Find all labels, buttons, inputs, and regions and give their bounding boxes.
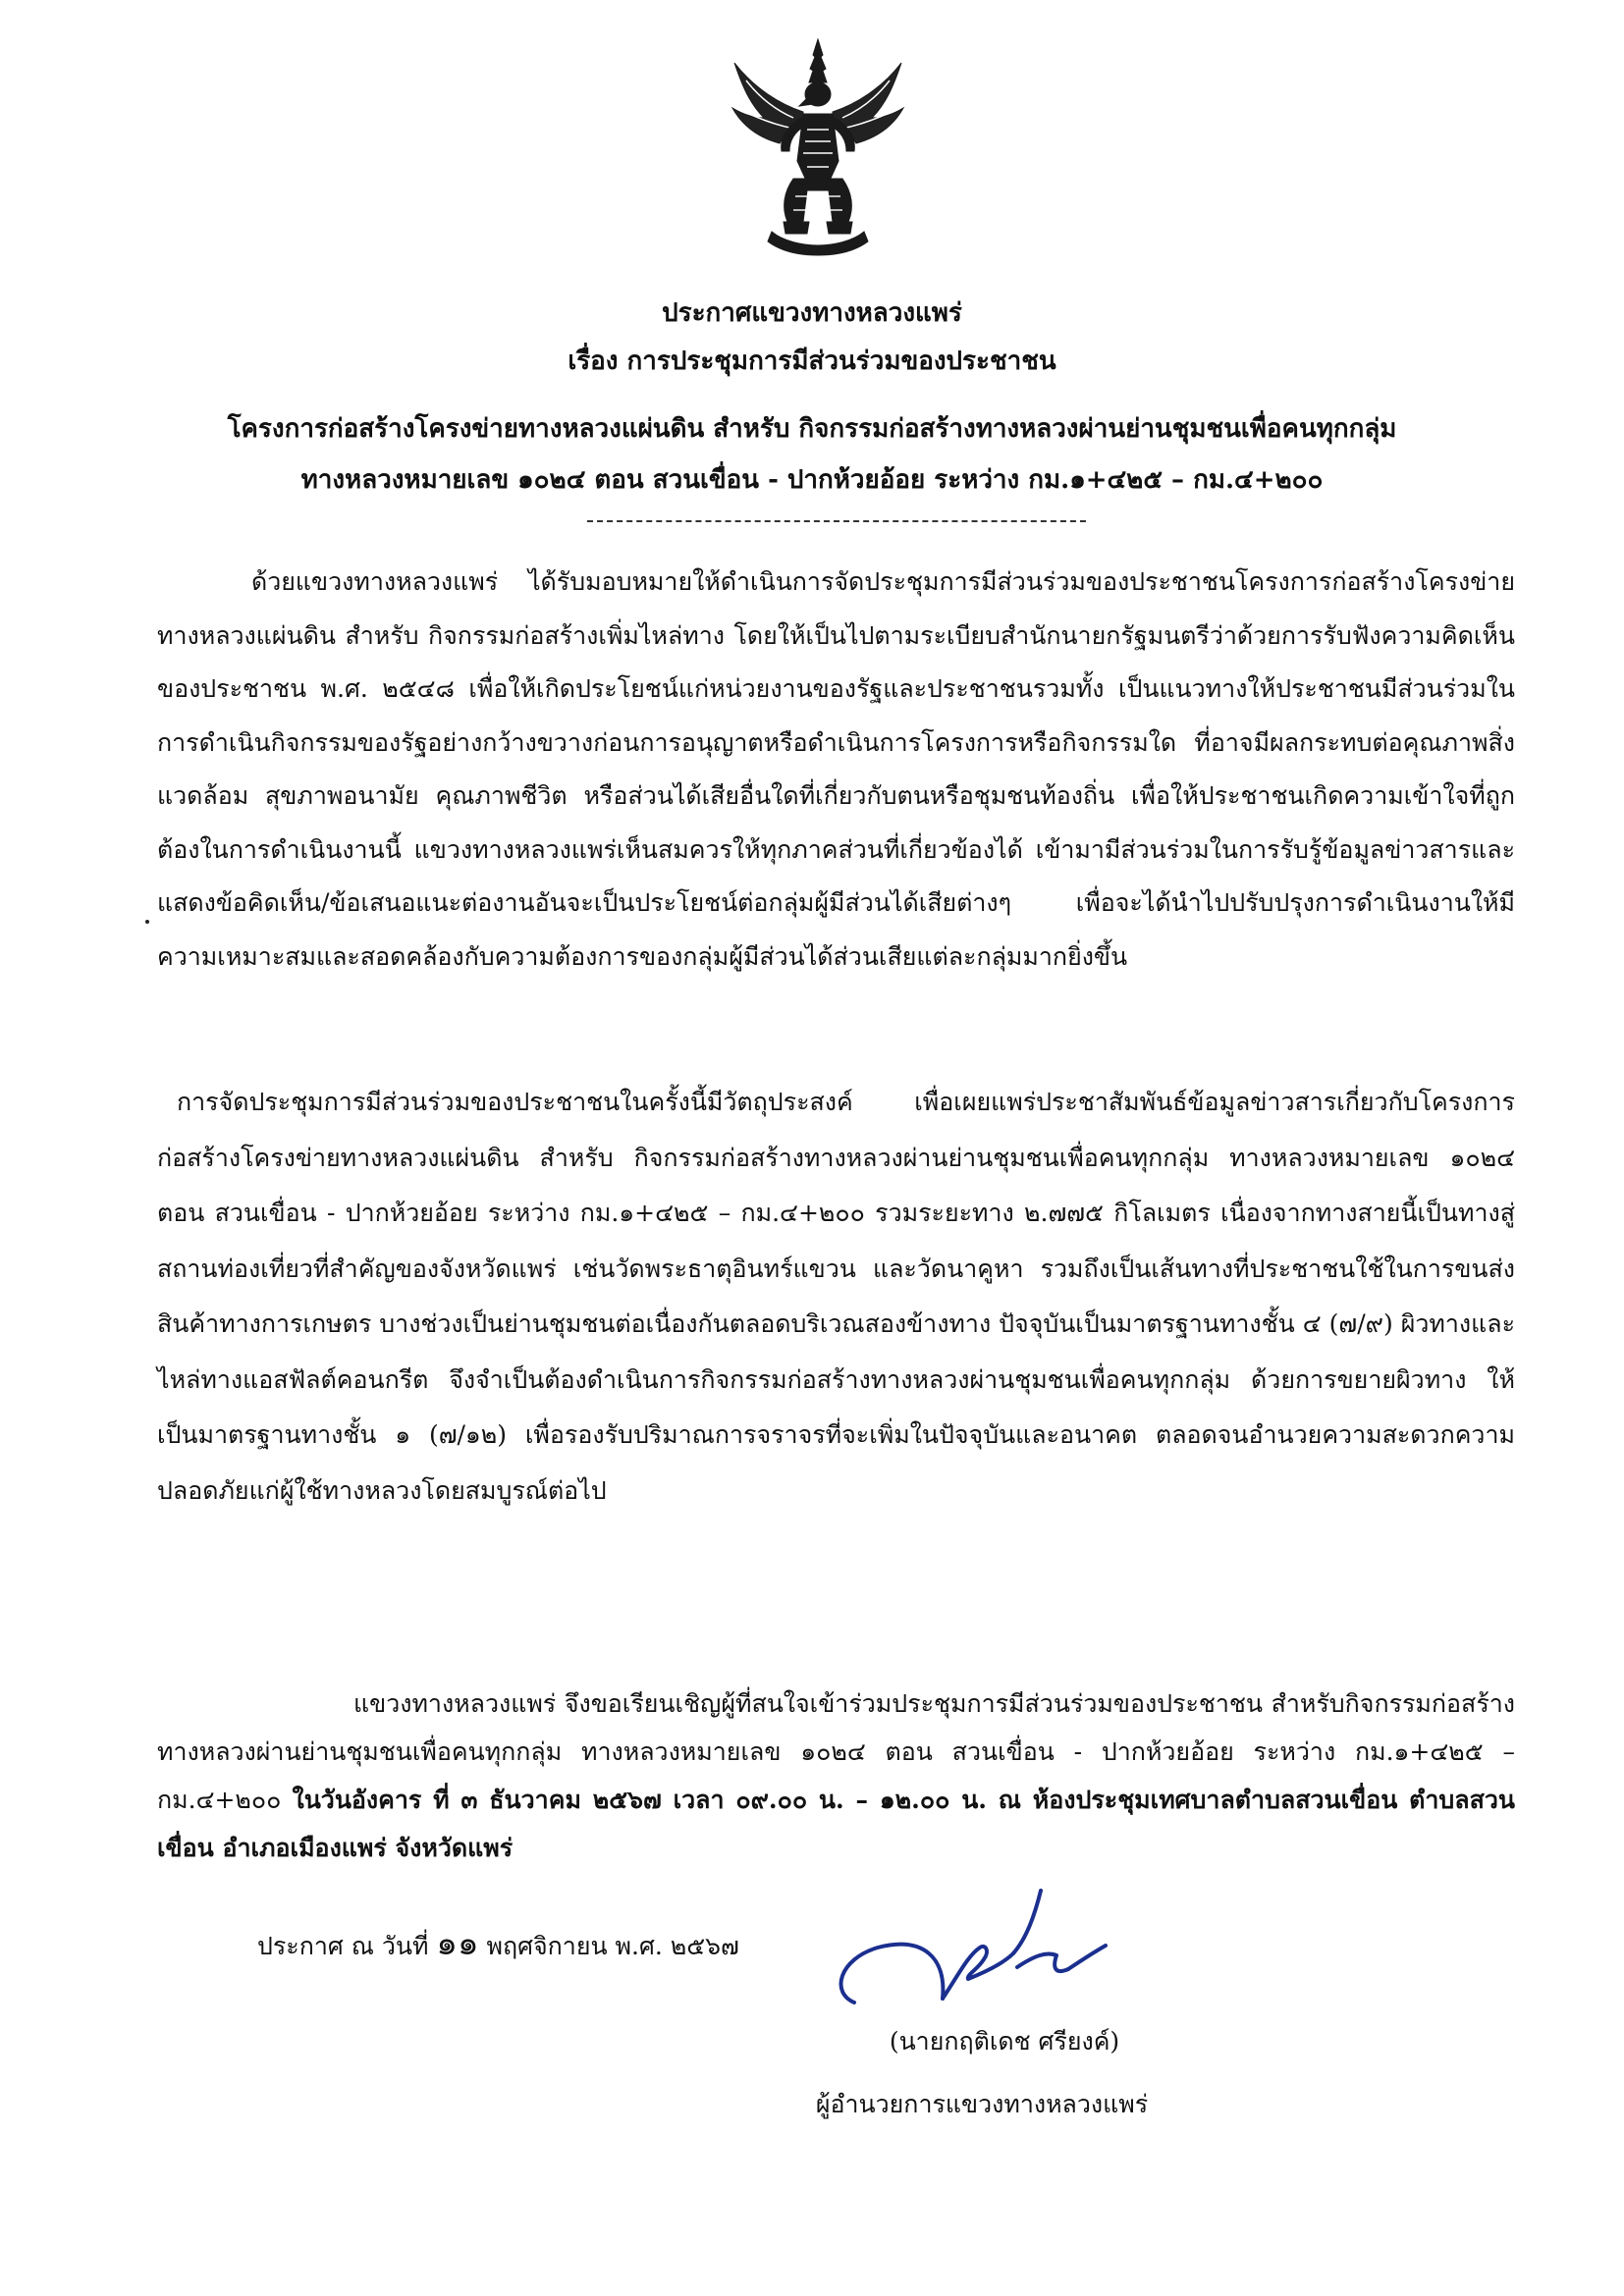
signatory-name: (นายกฤติเดช ศรียงค์) — [889, 2027, 1120, 2056]
heading-divider — [587, 520, 1086, 522]
announcement-date-prefix: ประกาศ ณ วันที่ — [257, 1932, 437, 1960]
body-paragraph-3 — [157, 1680, 1515, 1872]
meeting-details: ในวันอังคาร ที่ ๓ ธันวาคม ๒๕๖๗ เวลา ๐๙.๐๐ น. – ๑๒.๐๐ น. ณ ห้องประชุมเทศบาลตำบลสวนเขื่อน ตำบลสวนเขื่อน อำเภอเมืองแพร่ จังหวัดแพร่ — [157, 1786, 1516, 1862]
announcement-subject: เรื่อง การประชุมการมีส่วนร่วมของประชาชน — [568, 347, 1056, 376]
project-title: โครงการก่อสร้างโครงข่ายทางหลวงแผ่นดิน สำหรับ กิจกรรมก่อสร้างทางหลวงผ่านย่านชุมชนเพื่อคนทุกกลุ่ม — [227, 414, 1397, 444]
handwritten-signature — [821, 1885, 1145, 2032]
margin-mark — [145, 920, 149, 924]
invitation-text: แขวงทางหลวงแพร่ จึงขอเรียนเชิญผู้ที่สนใจเข้าร่วมประชุมการมีส่วนร่วมของประชาชน สำหรับกิจกรรมก่อสร้างทางหลวงผ่านย่านชุมชนเพื่อคนทุกกลุ่ม ทางหลวงหมายเลข ๑๐๒๔ ตอน สวนเขื่อน - ปากห้วยอ้อย ระหว่าง กม.๑+๔๒๕ – กม.๔+๒๐๐ — [157, 1689, 1515, 1814]
announcement-date-suffix: พฤศจิกายน พ.ศ. ๒๕๖๗ — [478, 1932, 739, 1960]
signatory-title: ผู้อำนวยการแขวงทางหลวงแพร่ — [815, 2090, 1149, 2118]
announcement-title: ประกาศแขวงทางหลวงแพร่ — [662, 298, 962, 328]
announcement-date — [257, 1922, 739, 1968]
body-paragraph-2: การจัดประชุมการมีส่วนร่วมของประชาชนในครั้งนี้มีวัตถุประสงค์ เพื่อเผยแพร่ประชาสัมพันธ์ข้อมูลข่าวสารเกี่ยวกับโครงการก่อสร้างโครงข่ายทางหลวงแผ่นดิน สำหรับ กิจกรรมก่อสร้างทางหลวงผ่านย่านชุมชนเพื่อคนทุกกลุ่ม ทางหลวงหมายเลข ๑๐๒๔ ตอน สวนเขื่อน - ปากห้วยอ้อย ระหว่าง กม.๑+๔๒๕ – กม.๔+๒๐๐ รวมระยะทาง ๒.๗๗๕ กิโลเมตร เนื่องจากทางสายนี้เป็นทางสู่สถานท่องเที่ยวที่สำคัญของจังหวัดแพร่ เช่นวัดพระธาตุอินทร์แขวน และวัดนาคูหา รวมถึงเป็นเส้นทางที่ประชาชนใช้ในการขนส่งสินค้าทางการเกษตร บางช่วงเป็นย่านชุมชนต่อเนื่องกันตลอดบริเวณสองข้างทาง ปัจจุบันเป็นมาตรฐานทางชั้น ๔ (๗/๙) ผิวทางและไหล่ทางแอสฟัลต์คอนกรีต จึงจำเป็นต้องดำเนินการกิจกรรมก่อสร้างทางหลวงผ่านชุมชนเพื่อคนทุกกลุ่ม ด้วยการขยายผิวทาง ให้เป็นมาตรฐานทางชั้น ๑ (๗/๑๒) เพื่อรองรับปริมาณการจราจรที่จะเพิ่มในปัจจุบันและอนาคต ตลอดจนอำนวยความสะดวกความปลอดภัยแก่ผู้ใช้ทางหลวงโดยสมบูรณ์ต่อไป — [157, 1088, 1515, 1505]
route-title: ทางหลวงหมายเลข ๑๐๒๔ ตอน สวนเขื่อน - ปากห้วยอ้อย ระหว่าง กม.๑+๔๒๕ – กม.๔+๒๐๐ — [300, 465, 1324, 495]
body-paragraph-1: ด้วยแขวงทางหลวงแพร่ ได้รับมอบหมายให้ดำเนินการจัดประชุมการมีส่วนร่วมของประชาชนโครงการก่อสร้างโครงข่ายทางหลวงแผ่นดิน สำหรับ กิจกรรมก่อสร้างเพิ่มไหล่ทาง โดยให้เป็นไปตามระเบียบสำนักนายกรัฐมนตรีว่าด้วยการรับฟังความคิดเห็นของประชาชน พ.ศ. ๒๕๔๘ เพื่อให้เกิดประโยชน์แก่หน่วยงานของรัฐและประชาชนรวมทั้ง เป็นแนวทางให้ประชาชนมีส่วนร่วมในการดำเนินกิจกรรมของรัฐอย่างกว้างขวางก่อนการอนุญาตหรือดำเนินการโครงการหรือกิจกรรมใด ที่อาจมีผลกระทบต่อคุณภาพสิ่งแวดล้อม สุขภาพอนามัย คุณภาพชีวิต หรือส่วนได้เสียอื่นใดที่เกี่ยวกับตนหรือชุมชนท้องถิ่น เพื่อให้ประชาชนเกิดความเข้าใจที่ถูกต้องในการดำเนินงานนี้ แขวงทางหลวงแพร่เห็นสมควรให้ทุกภาคส่วนที่เกี่ยวข้องได้ เข้ามามีส่วนร่วมในการรับรู้ข้อมูลข่าวสารและแสดงข้อคิดเห็น/ข้อเสนอแนะต่องานอันจะเป็นประโยชน์ต่อกลุ่มผู้มีส่วนได้เสียต่างๆ เพื่อจะได้นำไปปรับปรุงการดำเนินงานให้มีความเหมาะสมและสอดคล้องกับความต้องการของกลุ่มผู้มีส่วนได้ส่วนเสียแต่ละกลุ่มมากยิ่งขึ้น — [157, 567, 1515, 971]
announcement-day: ๑๑ — [436, 1924, 479, 1963]
garuda-emblem-icon — [725, 35, 911, 257]
